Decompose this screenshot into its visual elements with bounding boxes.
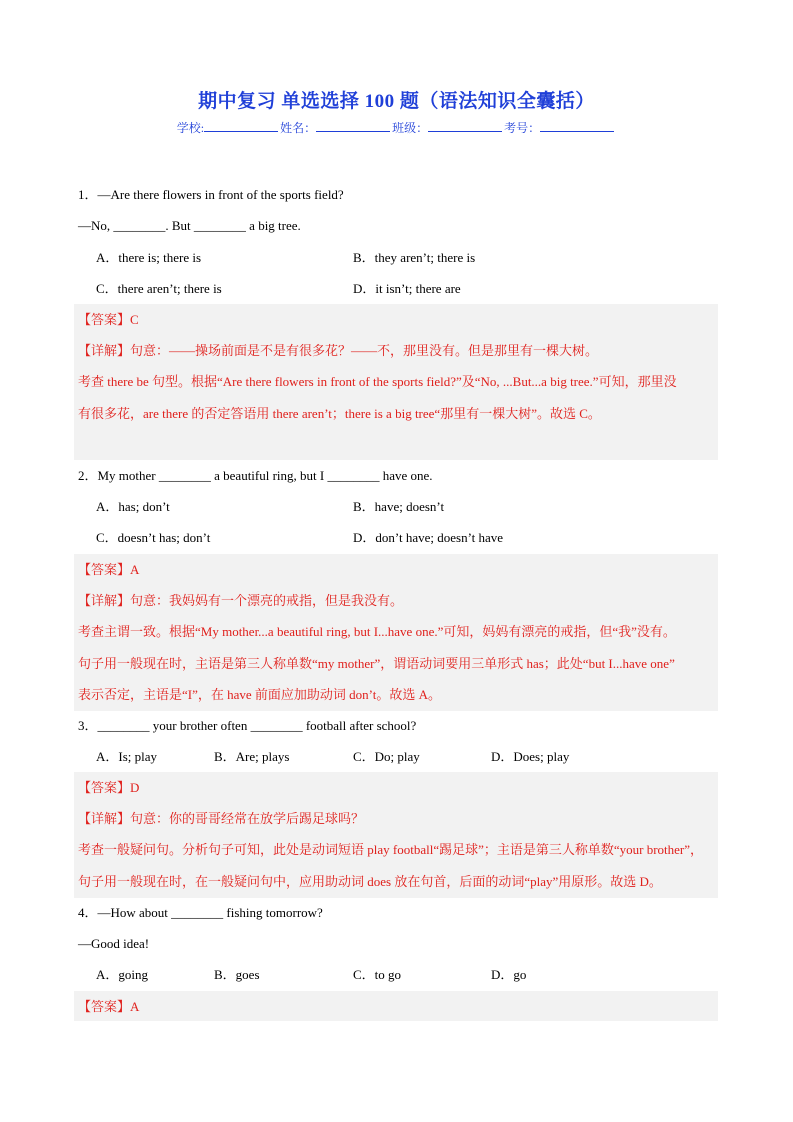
question-2-answer: 【答案】A [78,562,140,577]
question-1-detail-1: 【详解】句意：——操场前面是不是有很多花？——不，那里没有。但是那里有一棵大树。 [78,343,599,358]
question-3-option-a: A．Is; play [96,749,158,764]
question-1-option-c: C．there aren’t; there is [96,281,222,296]
question-1-option-d: D．it isn’t; there are [353,281,461,296]
page-title: 期中复习 单选选择 100 题（语法知识全囊括） [198,91,595,112]
question-4-option-a: A．going [96,967,149,982]
question-2-detail-4: 表示否定，主语是“I”，在 have 前面应加助动词 don’t。故选 A。 [78,687,442,702]
question-3-detail-2: 考查一般疑问句。分析句子可知，此处是动词短语 play football“踢足球”；主语是第三人称单数“your brother”， [78,842,704,857]
class-label: 班级： [392,121,429,135]
question-4-stem: 4．—How about ________ fishing tomorrow? [78,905,323,920]
question-4-answer: 【答案】A [78,999,140,1014]
question-4-option-b: B．goes [214,967,260,982]
question-1-detail-2: 考查 there be 句型。根据“Are there flowers in front of the sports field?”及“No, ...But...a big tree.”可知，那里没 [78,374,677,389]
question-1-answer: 【答案】C [78,312,139,327]
question-4-option-c: C．to go [353,967,402,982]
question-4-stem2: —Good idea! [78,936,150,951]
question-2-stem: 2．My mother ________ a beautiful ring, but I ________ have one. [78,468,433,483]
question-3-option-b: B．Are; plays [214,749,290,764]
question-2-option-b: B．have; doesn’t [353,499,445,514]
exam-no-label: 考号： [504,121,541,135]
question-3-stem: 3．________ your brother often ________ football after school? [78,718,417,733]
question-1-stem: 1．—Are there flowers in front of the sports field? [78,187,344,202]
question-2-option-c: C．doesn’t has; don’t [96,530,211,545]
question-3-answer: 【答案】D [78,780,140,795]
question-2-detail-2: 考查主谓一致。根据“My mother...a beautiful ring, but I...have one.”可知，妈妈有漂亮的戒指，但“我”没有。 [78,624,676,639]
info-line [0,119,793,136]
question-3-detail-3: 句子用一般现在时，在一般疑问句中，应用助动词 does 放在句首，后面的动词“play”用原形。故选 D。 [78,874,662,889]
exam-no-blank[interactable] [540,119,614,132]
question-1-stem2: —No, ________. But ________ a big tree. [78,218,301,233]
school-blank[interactable] [204,119,278,132]
question-1-option-a: A．there is; there is [96,250,202,265]
question-3-detail-1: 【详解】句意：你的哥哥经常在放学后踢足球吗？ [78,811,365,826]
answer-box-4 [74,991,718,1021]
question-1-detail-3: 有很多花，are there 的否定答语用 there aren’t；there is a big tree“那里有一棵大树”。故选 C。 [78,406,601,421]
question-3-option-c: C．Do; play [353,749,420,764]
name-blank[interactable] [316,119,390,132]
school-label: 学校: [176,121,205,135]
question-2-detail-3: 句子用一般现在时，主语是第三人称单数“my mother”，谓语动词要用三单形式 has；此处“but I...have one” [78,656,675,671]
question-2-option-d: D．don’t have; doesn’t have [353,530,504,545]
question-1-option-b: B．they aren’t; there is [353,250,476,265]
class-blank[interactable] [428,119,502,132]
question-2-option-a: A．has; don’t [96,499,170,514]
question-2-detail-1: 【详解】句意：我妈妈有一个漂亮的戒指，但是我没有。 [78,593,404,608]
question-4-option-d: D．go [491,967,527,982]
question-3-option-d: D．Does; play [491,749,570,764]
name-label: 姓名： [280,121,317,135]
